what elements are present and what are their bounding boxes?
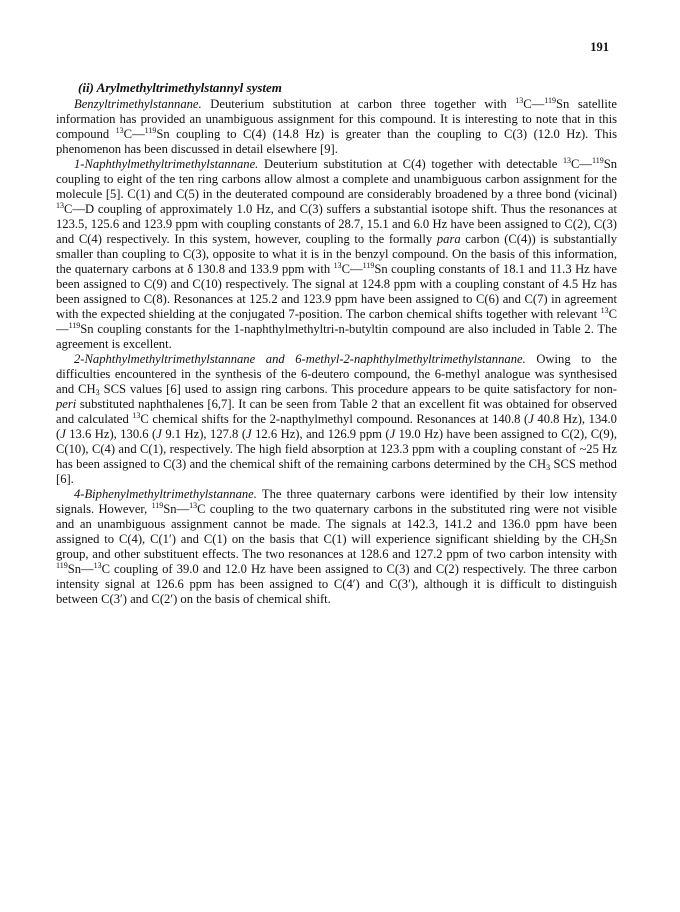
paragraph-2-naphthylmethyl: 2-Naphthylmethyltrimethylstannane and 6-methyl-2-naphthylmethyltrimethylstannane. Owing to the difficulties encountered in the synthesis of the 6-deutero compound, the 6-methyl analogue was synthesised and $CH_3$ SCS values [6] used to assign ring carbons. This procedure appears to be quite satisfactory for non-peri substituted naphthalenes [6,7]. It can be seen from Table 2 that an excellent fit was obtained for observed and calculated $^{13}$C chemical shifts for the 2-napthylmethyl compound. Resonances at 140.8 (J 40.8 Hz), 134.0 (J 13.6 Hz), 130.6 (J 9.1 Hz), 127.8 (J 12.6 Hz), and 126.9 ppm (J 19.0 Hz) have been assigned to C(2), C(9), C(10), C(4) and C(1), respectively. The high field absorption at 123.3 ppm with a coupling constant of ~25 Hz has been assigned to C(3) and the chemical shift of the remaining carbons determined by the $CH_3$ SCS method [6]. <box>56 352 618 486</box>
paragraph-title: 2-Naphthylmethyltrimethylstannane and 6-methyl-2-naphthylmethyltrimethylstannane. <box>74 352 526 366</box>
paragraph-4-biphenylmethyl: 4-Biphenylmethyltrimethylstannane. The three quaternary carbons were identified by their low intensity signals. However, $^{119}$Sn—$^{13}$C coupling to the two quaternary carbons in the substituted ring were not visible and an unambiguous assignment cannot be made. The signals at 142.3, 141.2 and 136.0 ppm have been assigned to C(4), C(1′) and C(1) on the basis that C(1) will experience significant shielding by the $CH_2Sn$ group, and other substituent effects. The two resonances at 128.6 and 127.2 ppm of two carbon intensity with $^{119}$Sn—$^{13}$C coupling of 39.0 and 12.0 Hz have been assigned to C(3) and C(2) respectively. The three carbon intensity signal at 126.6 ppm has been assigned to C(4′) and C(3′), although it is difficult to distinguish between C(3′) and C(2′) on the basis of chemical shift. <box>56 487 617 606</box>
paragraph-title: Benzyltrimethylstannane. <box>74 97 202 111</box>
paragraph-1-naphthylmethyl: 1-Naphthylmethyltrimethylstannane. Deuterium substitution at C(4) together with detectable $^{13}$C—$^{119}$Sn coupling to eight of the ten ring carbons allow almost a complete and unambiguous carbon assignment for the molecule [5]. C(1) and C(5) in the deuterated compound are considerably broadened by a three bond (vicinal) $^{13}$C—D coupling of approximately 1.0 Hz, and C(3) suffers a substantial isotope shift. Thus the resonances at 123.5, 125.6 and 123.9 ppm with coupling constants of 28.7, 15.1 and 6.0 Hz have been assigned to C(2), C(3) and C(4) respectively. In this system, however, coupling to the formally para carbon (C(4)) is substantially smaller than coupling to C(3), opposite to what it is in the benzyl compound. On the basis of this information, the quaternary carbons at δ 130.8 and 133.9 ppm with $^{13}$C—$^{119}$Sn coupling constants of 18.1 and 11.3 Hz have been assigned to C(9) and C(10) respectively. The signal at 124.8 ppm with a coupling constant of 4.5 Hz has been assigned to C(8). Resonances at 125.2 and 123.9 ppm have been assigned to C(6) and C(7) in agreement with the expected shielding at the conjugated 7-position. The carbon chemical shifts together with relevant $^{13}$C—$^{119}$Sn coupling constants for the 1-naphthylmethyltri-n-butyltin compound are also included in Table 2. The agreement is excellent. <box>56 156 617 351</box>
paragraph-title: 4-Biphenylmethyltrimethylstannane. <box>74 487 257 501</box>
paragraph-title: 1-Naphthylmethyltrimethylstannane. <box>74 157 259 171</box>
paragraph-benzyl: Benzyltrimethylstannane. Deuterium substitution at carbon three together with $^{13}$C—$^{119}$Sn satellite information has provided an unambiguous assignment for this compound. It is interesting to note that in this compound $^{13}$C—$^{119}$Sn coupling to C(4) (14.8 Hz) is greater than the coupling to C(3) (12.0 Hz). This phenomenon has been discussed in detail elsewhere [9]. <box>56 96 617 156</box>
page-number: 191 <box>590 40 609 54</box>
body-text <box>56 97 617 607</box>
section-heading: (ii) Arylmethyltrimethylstannyl system <box>78 80 282 95</box>
